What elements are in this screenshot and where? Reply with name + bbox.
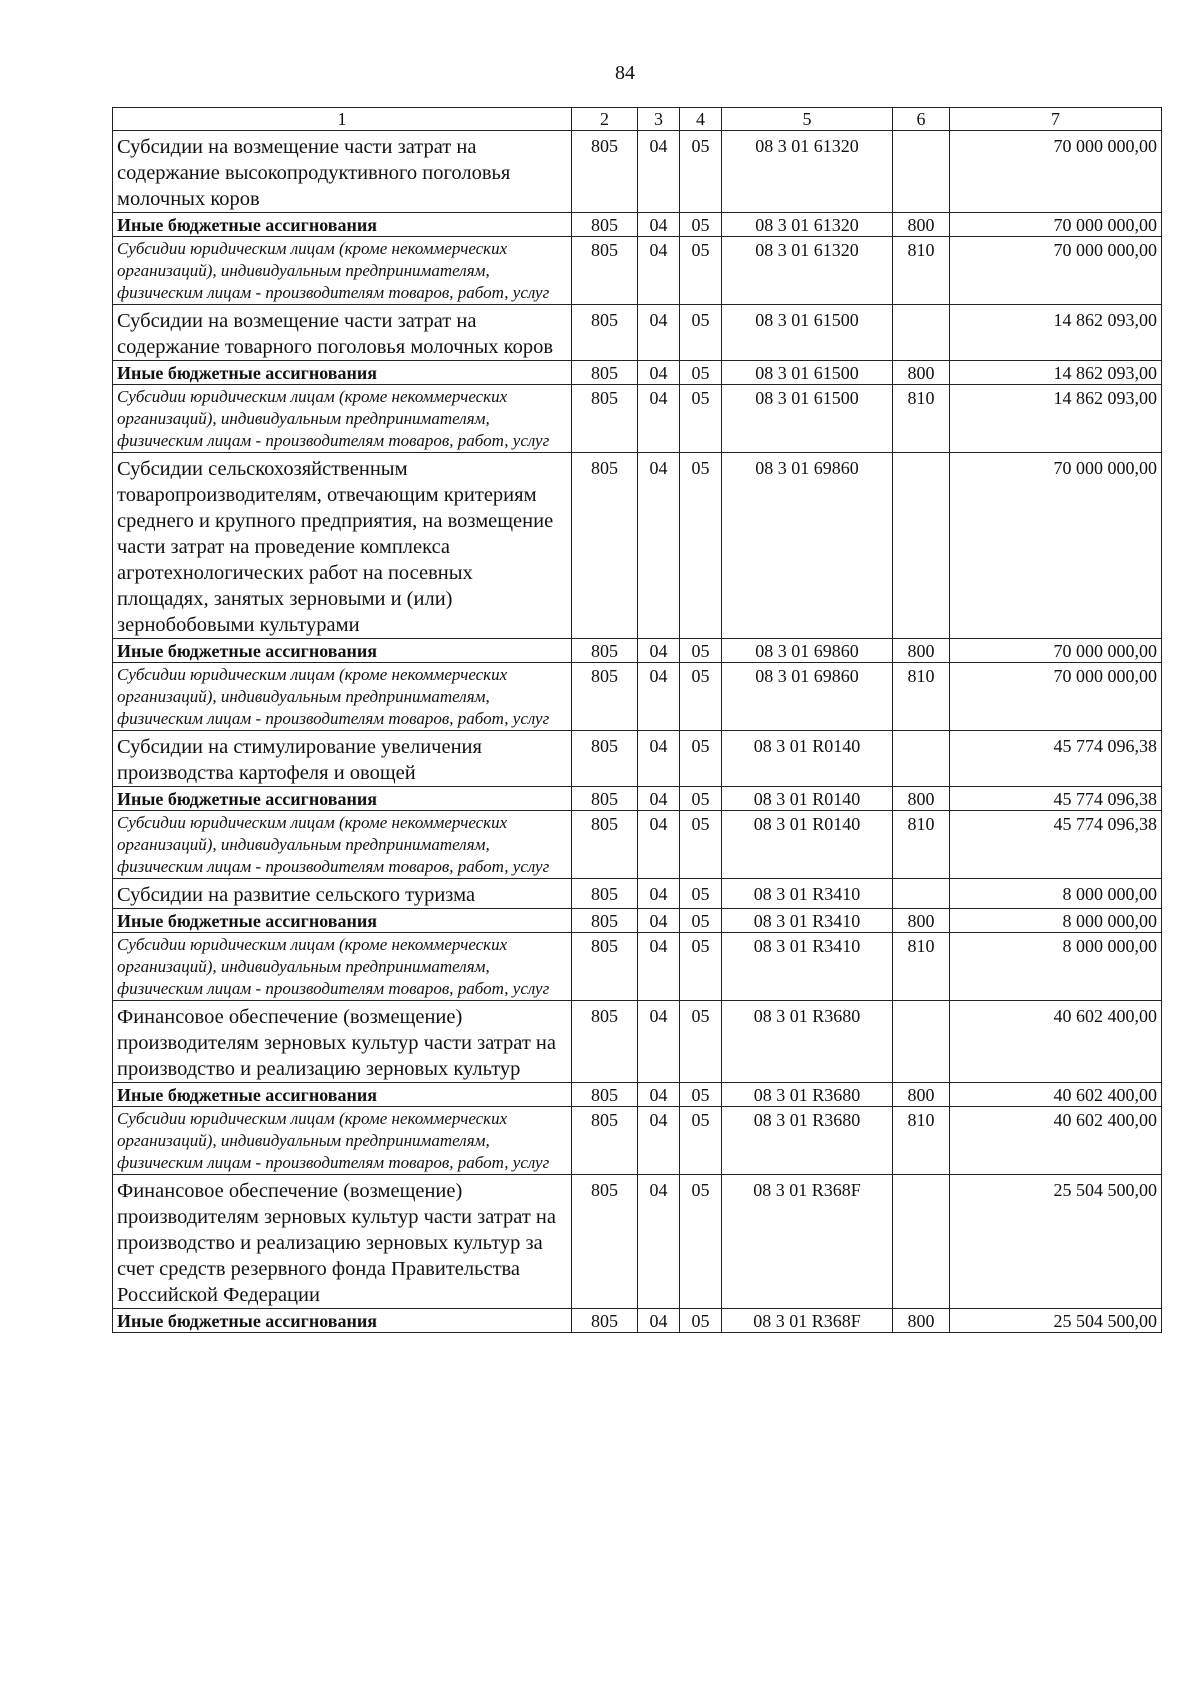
amount-cell: 70 000 000,00 xyxy=(950,663,1162,731)
expense-type-cell: 810 xyxy=(893,811,950,879)
expense-type-cell: 800 xyxy=(893,1309,950,1333)
expense-type-cell: 810 xyxy=(893,385,950,453)
subsection-cell: 05 xyxy=(680,811,722,879)
row-name-cell: Субсидии сельскохозяйственным товаропроизводителям, отвечающим критериям среднего и крупного предприятия, на возмещение части затрат на проведение комплекса агротехнологических работ на посевных площадях, занятых зерновыми и (или) зернобобовыми культурами xyxy=(113,453,572,639)
row-name-cell: Субсидии юридическим лицам (кроме некоммерческих организаций), индивидуальным предпринимателям, физическим лицам - производителям товаров, работ, услуг xyxy=(113,385,572,453)
expense-type-cell xyxy=(893,305,950,361)
target-article-cell: 08 3 01 R3410 xyxy=(722,879,893,909)
row-name-cell: Финансовое обеспечение (возмещение) производителям зерновых культур части затрат на производство и реализацию зерновых культур за счет средств резервного фонда Правительства Российской Федерации xyxy=(113,1175,572,1309)
ministry-code-cell: 805 xyxy=(572,933,638,1001)
section-cell: 04 xyxy=(638,131,680,213)
table-row xyxy=(113,361,1162,385)
table-row xyxy=(113,1175,1162,1309)
amount-cell: 70 000 000,00 xyxy=(950,453,1162,639)
target-article-cell: 08 3 01 69860 xyxy=(722,663,893,731)
section-cell: 04 xyxy=(638,787,680,811)
ministry-code-cell: 805 xyxy=(572,453,638,639)
subsection-cell: 05 xyxy=(680,361,722,385)
target-article-cell: 08 3 01 61500 xyxy=(722,361,893,385)
ministry-code-cell: 805 xyxy=(572,1309,638,1333)
expense-type-cell xyxy=(893,1001,950,1083)
table-row xyxy=(113,237,1162,305)
amount-cell: 14 862 093,00 xyxy=(950,361,1162,385)
table-row xyxy=(113,1001,1162,1083)
table-row xyxy=(113,731,1162,787)
amount-cell: 70 000 000,00 xyxy=(950,237,1162,305)
section-cell: 04 xyxy=(638,1001,680,1083)
amount-cell: 14 862 093,00 xyxy=(950,385,1162,453)
expense-type-cell: 810 xyxy=(893,237,950,305)
target-article-cell: 08 3 01 61500 xyxy=(722,305,893,361)
section-cell: 04 xyxy=(638,933,680,1001)
target-article-cell: 08 3 01 R3680 xyxy=(722,1083,893,1107)
amount-cell: 70 000 000,00 xyxy=(950,639,1162,663)
subsection-cell: 05 xyxy=(680,1001,722,1083)
ministry-code-cell: 805 xyxy=(572,1107,638,1175)
ministry-code-cell: 805 xyxy=(572,1175,638,1309)
amount-cell: 40 602 400,00 xyxy=(950,1107,1162,1175)
section-cell: 04 xyxy=(638,1107,680,1175)
amount-cell: 25 504 500,00 xyxy=(950,1175,1162,1309)
subsection-cell: 05 xyxy=(680,453,722,639)
table-row xyxy=(113,305,1162,361)
amount-cell: 70 000 000,00 xyxy=(950,131,1162,213)
ministry-code-cell: 805 xyxy=(572,131,638,213)
ministry-code-cell: 805 xyxy=(572,305,638,361)
ministry-code-cell: 805 xyxy=(572,639,638,663)
target-article-cell: 08 3 01 R0140 xyxy=(722,787,893,811)
header-cell: 5 xyxy=(722,108,893,131)
target-article-cell: 08 3 01 61320 xyxy=(722,237,893,305)
table-row xyxy=(113,933,1162,1001)
table-row xyxy=(113,1309,1162,1333)
expense-type-cell: 800 xyxy=(893,787,950,811)
expense-type-cell xyxy=(893,731,950,787)
ministry-code-cell: 805 xyxy=(572,787,638,811)
ministry-code-cell: 805 xyxy=(572,909,638,933)
expense-type-cell xyxy=(893,131,950,213)
row-name-cell: Финансовое обеспечение (возмещение) производителям зерновых культур части затрат на производство и реализацию зерновых культур xyxy=(113,1001,572,1083)
header-cell: 6 xyxy=(893,108,950,131)
table-row xyxy=(113,811,1162,879)
row-name-cell: Субсидии юридическим лицам (кроме некоммерческих организаций), индивидуальным предпринимателям, физическим лицам - производителям товаров, работ, услуг xyxy=(113,811,572,879)
page-number: 84 xyxy=(615,62,635,84)
table-row xyxy=(113,385,1162,453)
section-cell: 04 xyxy=(638,639,680,663)
expense-type-cell: 800 xyxy=(893,1083,950,1107)
subsection-cell: 05 xyxy=(680,787,722,811)
budget-table xyxy=(112,107,1162,1333)
section-cell: 04 xyxy=(638,909,680,933)
table-row xyxy=(113,909,1162,933)
row-name-cell: Иные бюджетные ассигнования xyxy=(113,1083,572,1107)
expense-type-cell xyxy=(893,879,950,909)
table-row xyxy=(113,1107,1162,1175)
expense-type-cell: 810 xyxy=(893,1107,950,1175)
expense-type-cell xyxy=(893,453,950,639)
row-name-cell: Иные бюджетные ассигнования xyxy=(113,213,572,237)
target-article-cell: 08 3 01 69860 xyxy=(722,639,893,663)
expense-type-cell: 800 xyxy=(893,361,950,385)
row-name-cell: Иные бюджетные ассигнования xyxy=(113,1309,572,1333)
section-cell: 04 xyxy=(638,213,680,237)
section-cell: 04 xyxy=(638,879,680,909)
ministry-code-cell: 805 xyxy=(572,1083,638,1107)
subsection-cell: 05 xyxy=(680,1083,722,1107)
section-cell: 04 xyxy=(638,237,680,305)
subsection-cell: 05 xyxy=(680,639,722,663)
ministry-code-cell: 805 xyxy=(572,1001,638,1083)
amount-cell: 40 602 400,00 xyxy=(950,1083,1162,1107)
header-cell: 1 xyxy=(113,108,572,131)
target-article-cell: 08 3 01 R368F xyxy=(722,1175,893,1309)
amount-cell: 8 000 000,00 xyxy=(950,933,1162,1001)
table-header-row xyxy=(113,108,1162,131)
amount-cell: 8 000 000,00 xyxy=(950,909,1162,933)
table-row xyxy=(113,453,1162,639)
row-name-cell: Иные бюджетные ассигнования xyxy=(113,909,572,933)
subsection-cell: 05 xyxy=(680,131,722,213)
subsection-cell: 05 xyxy=(680,237,722,305)
amount-cell: 45 774 096,38 xyxy=(950,731,1162,787)
ministry-code-cell: 805 xyxy=(572,385,638,453)
section-cell: 04 xyxy=(638,731,680,787)
ministry-code-cell: 805 xyxy=(572,237,638,305)
target-article-cell: 08 3 01 69860 xyxy=(722,453,893,639)
expense-type-cell: 800 xyxy=(893,909,950,933)
expense-type-cell: 810 xyxy=(893,663,950,731)
table-row xyxy=(113,213,1162,237)
amount-cell: 45 774 096,38 xyxy=(950,811,1162,879)
header-cell: 2 xyxy=(572,108,638,131)
amount-cell: 25 504 500,00 xyxy=(950,1309,1162,1333)
row-name-cell: Субсидии на возмещение части затрат на содержание высокопродуктивного поголовья молочных коров xyxy=(113,131,572,213)
section-cell: 04 xyxy=(638,361,680,385)
subsection-cell: 05 xyxy=(680,1175,722,1309)
row-name-cell: Субсидии на развитие сельского туризма xyxy=(113,879,572,909)
table-row xyxy=(113,639,1162,663)
ministry-code-cell: 805 xyxy=(572,361,638,385)
expense-type-cell: 800 xyxy=(893,639,950,663)
ministry-code-cell: 805 xyxy=(572,663,638,731)
ministry-code-cell: 805 xyxy=(572,731,638,787)
expense-type-cell: 800 xyxy=(893,213,950,237)
row-name-cell: Субсидии юридическим лицам (кроме некоммерческих организаций), индивидуальным предпринимателям, физическим лицам - производителям товаров, работ, услуг xyxy=(113,237,572,305)
section-cell: 04 xyxy=(638,1175,680,1309)
amount-cell: 8 000 000,00 xyxy=(950,879,1162,909)
section-cell: 04 xyxy=(638,385,680,453)
section-cell: 04 xyxy=(638,305,680,361)
row-name-cell: Субсидии юридическим лицам (кроме некоммерческих организаций), индивидуальным предпринимателям, физическим лицам - производителям товаров, работ, услуг xyxy=(113,1107,572,1175)
amount-cell: 70 000 000,00 xyxy=(950,213,1162,237)
ministry-code-cell: 805 xyxy=(572,879,638,909)
row-name-cell: Иные бюджетные ассигнования xyxy=(113,361,572,385)
table-row xyxy=(113,787,1162,811)
target-article-cell: 08 3 01 R3410 xyxy=(722,933,893,1001)
section-cell: 04 xyxy=(638,811,680,879)
target-article-cell: 08 3 01 R3410 xyxy=(722,909,893,933)
section-cell: 04 xyxy=(638,663,680,731)
header-cell: 3 xyxy=(638,108,680,131)
subsection-cell: 05 xyxy=(680,213,722,237)
amount-cell: 40 602 400,00 xyxy=(950,1001,1162,1083)
subsection-cell: 05 xyxy=(680,1309,722,1333)
header-cell: 4 xyxy=(680,108,722,131)
target-article-cell: 08 3 01 61320 xyxy=(722,213,893,237)
amount-cell: 14 862 093,00 xyxy=(950,305,1162,361)
table-row xyxy=(113,1083,1162,1107)
subsection-cell: 05 xyxy=(680,909,722,933)
ministry-code-cell: 805 xyxy=(572,213,638,237)
row-name-cell: Субсидии на возмещение части затрат на содержание товарного поголовья молочных коров xyxy=(113,305,572,361)
section-cell: 04 xyxy=(638,1309,680,1333)
target-article-cell: 08 3 01 R368F xyxy=(722,1309,893,1333)
subsection-cell: 05 xyxy=(680,879,722,909)
row-name-cell: Субсидии юридическим лицам (кроме некоммерческих организаций), индивидуальным предпринимателям, физическим лицам - производителям товаров, работ, услуг xyxy=(113,663,572,731)
row-name-cell: Иные бюджетные ассигнования xyxy=(113,787,572,811)
target-article-cell: 08 3 01 R0140 xyxy=(722,811,893,879)
row-name-cell: Субсидии на стимулирование увеличения производства картофеля и овощей xyxy=(113,731,572,787)
section-cell: 04 xyxy=(638,453,680,639)
target-article-cell: 08 3 01 R3680 xyxy=(722,1107,893,1175)
target-article-cell: 08 3 01 R0140 xyxy=(722,731,893,787)
target-article-cell: 08 3 01 61500 xyxy=(722,385,893,453)
row-name-cell: Иные бюджетные ассигнования xyxy=(113,639,572,663)
ministry-code-cell: 805 xyxy=(572,811,638,879)
table-row xyxy=(113,663,1162,731)
target-article-cell: 08 3 01 R3680 xyxy=(722,1001,893,1083)
expense-type-cell: 810 xyxy=(893,933,950,1001)
header-cell: 7 xyxy=(950,108,1162,131)
expense-type-cell xyxy=(893,1175,950,1309)
target-article-cell: 08 3 01 61320 xyxy=(722,131,893,213)
row-name-cell: Субсидии юридическим лицам (кроме некоммерческих организаций), индивидуальным предпринимателям, физическим лицам - производителям товаров, работ, услуг xyxy=(113,933,572,1001)
subsection-cell: 05 xyxy=(680,305,722,361)
section-cell: 04 xyxy=(638,1083,680,1107)
subsection-cell: 05 xyxy=(680,933,722,1001)
table-row xyxy=(113,131,1162,213)
subsection-cell: 05 xyxy=(680,731,722,787)
subsection-cell: 05 xyxy=(680,1107,722,1175)
subsection-cell: 05 xyxy=(680,663,722,731)
amount-cell: 45 774 096,38 xyxy=(950,787,1162,811)
subsection-cell: 05 xyxy=(680,385,722,453)
table-row xyxy=(113,879,1162,909)
